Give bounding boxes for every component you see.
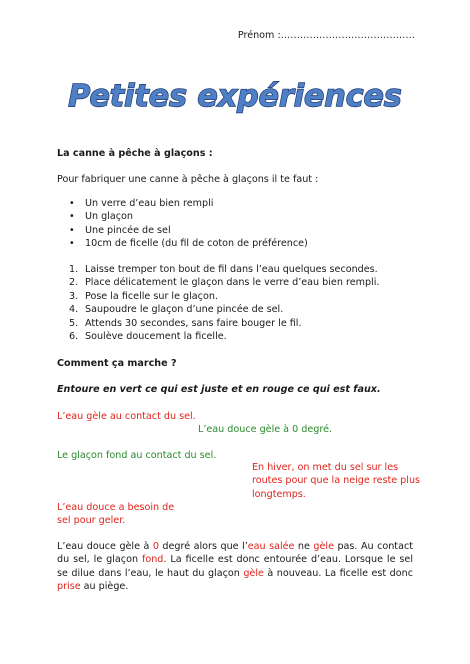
highlight: prise	[57, 580, 81, 592]
highlight: 0	[152, 541, 159, 552]
statement-3[interactable]: Le glaçon fond au contact du sel.	[57, 450, 217, 461]
list-item: • Une pincée de sel	[69, 224, 171, 236]
statement-4[interactable]: En hiver, on met du sel sur les routes pour que la neige reste plus longtemps.	[252, 462, 421, 500]
statement-1[interactable]: L’eau gèle au contact du sel.	[57, 411, 196, 422]
section-heading-canne: La canne à pêche à glaçons :	[57, 148, 213, 159]
highlight: gèle	[313, 541, 334, 552]
step-item: 1. Laisse tremper ton bout de fil dans l’eau quelques secondes.	[69, 264, 378, 275]
statement-5[interactable]: L’eau douce a besoin de sel pour geler.	[57, 502, 175, 527]
highlight: eau salée	[247, 541, 295, 552]
section-heading-comment: Comment ça marche ?	[57, 358, 177, 369]
steps-list	[57, 263, 379, 343]
statement-2[interactable]: L’eau douce gèle à 0 degré.	[198, 424, 333, 435]
title-text: Petites expériences	[68, 79, 402, 114]
list-item: • Un glaçon	[69, 211, 134, 223]
step-item: 2. Place délicatement le glaçon dans le verre d’eau bien rempli.	[69, 277, 380, 289]
bullet-icon: •	[69, 198, 75, 209]
instruction-text: Entoure en vert ce qui est juste et en rouge ce qui est faux.	[57, 384, 381, 395]
step-item: 5. Attends 30 secondes, sans faire bouger le fil.	[69, 317, 302, 329]
prenom-field-label: Prénom :……………………………………	[237, 30, 415, 41]
bullet-icon: •	[69, 211, 75, 223]
worksheet-title	[0, 68, 470, 124]
intro-text: Pour fabriquer une canne à pêche à glaçons il te faut :	[57, 174, 319, 185]
list-item: • Un verre d’eau bien rempli	[69, 198, 214, 209]
explanation-paragraph: L’eau douce gèle à 0 degré alors que l’eau salée ne gèle pas. Au contact du sel, le glaçon fond. La ficelle est donc entourée d’eau. Lorsque le sel se dilue dans l’eau, le haut du glaçon gèle à nouveau. La ficelle est donc prise au piège.	[57, 541, 413, 592]
bullet-icon: •	[69, 237, 75, 249]
step-item: 4. Saupoudre le glaçon d’une pincée de sel.	[69, 304, 284, 316]
bullet-icon: •	[69, 224, 75, 236]
step-item: 6. Soulève doucement la ficelle.	[69, 330, 227, 342]
list-item: • 10cm de ficelle (du fil de coton de préférence)	[69, 237, 308, 249]
materials-list	[57, 197, 308, 250]
highlight: fond	[141, 554, 164, 566]
highlight: gèle	[243, 567, 264, 579]
step-item: 3. Pose la ficelle sur le glaçon.	[69, 290, 218, 302]
